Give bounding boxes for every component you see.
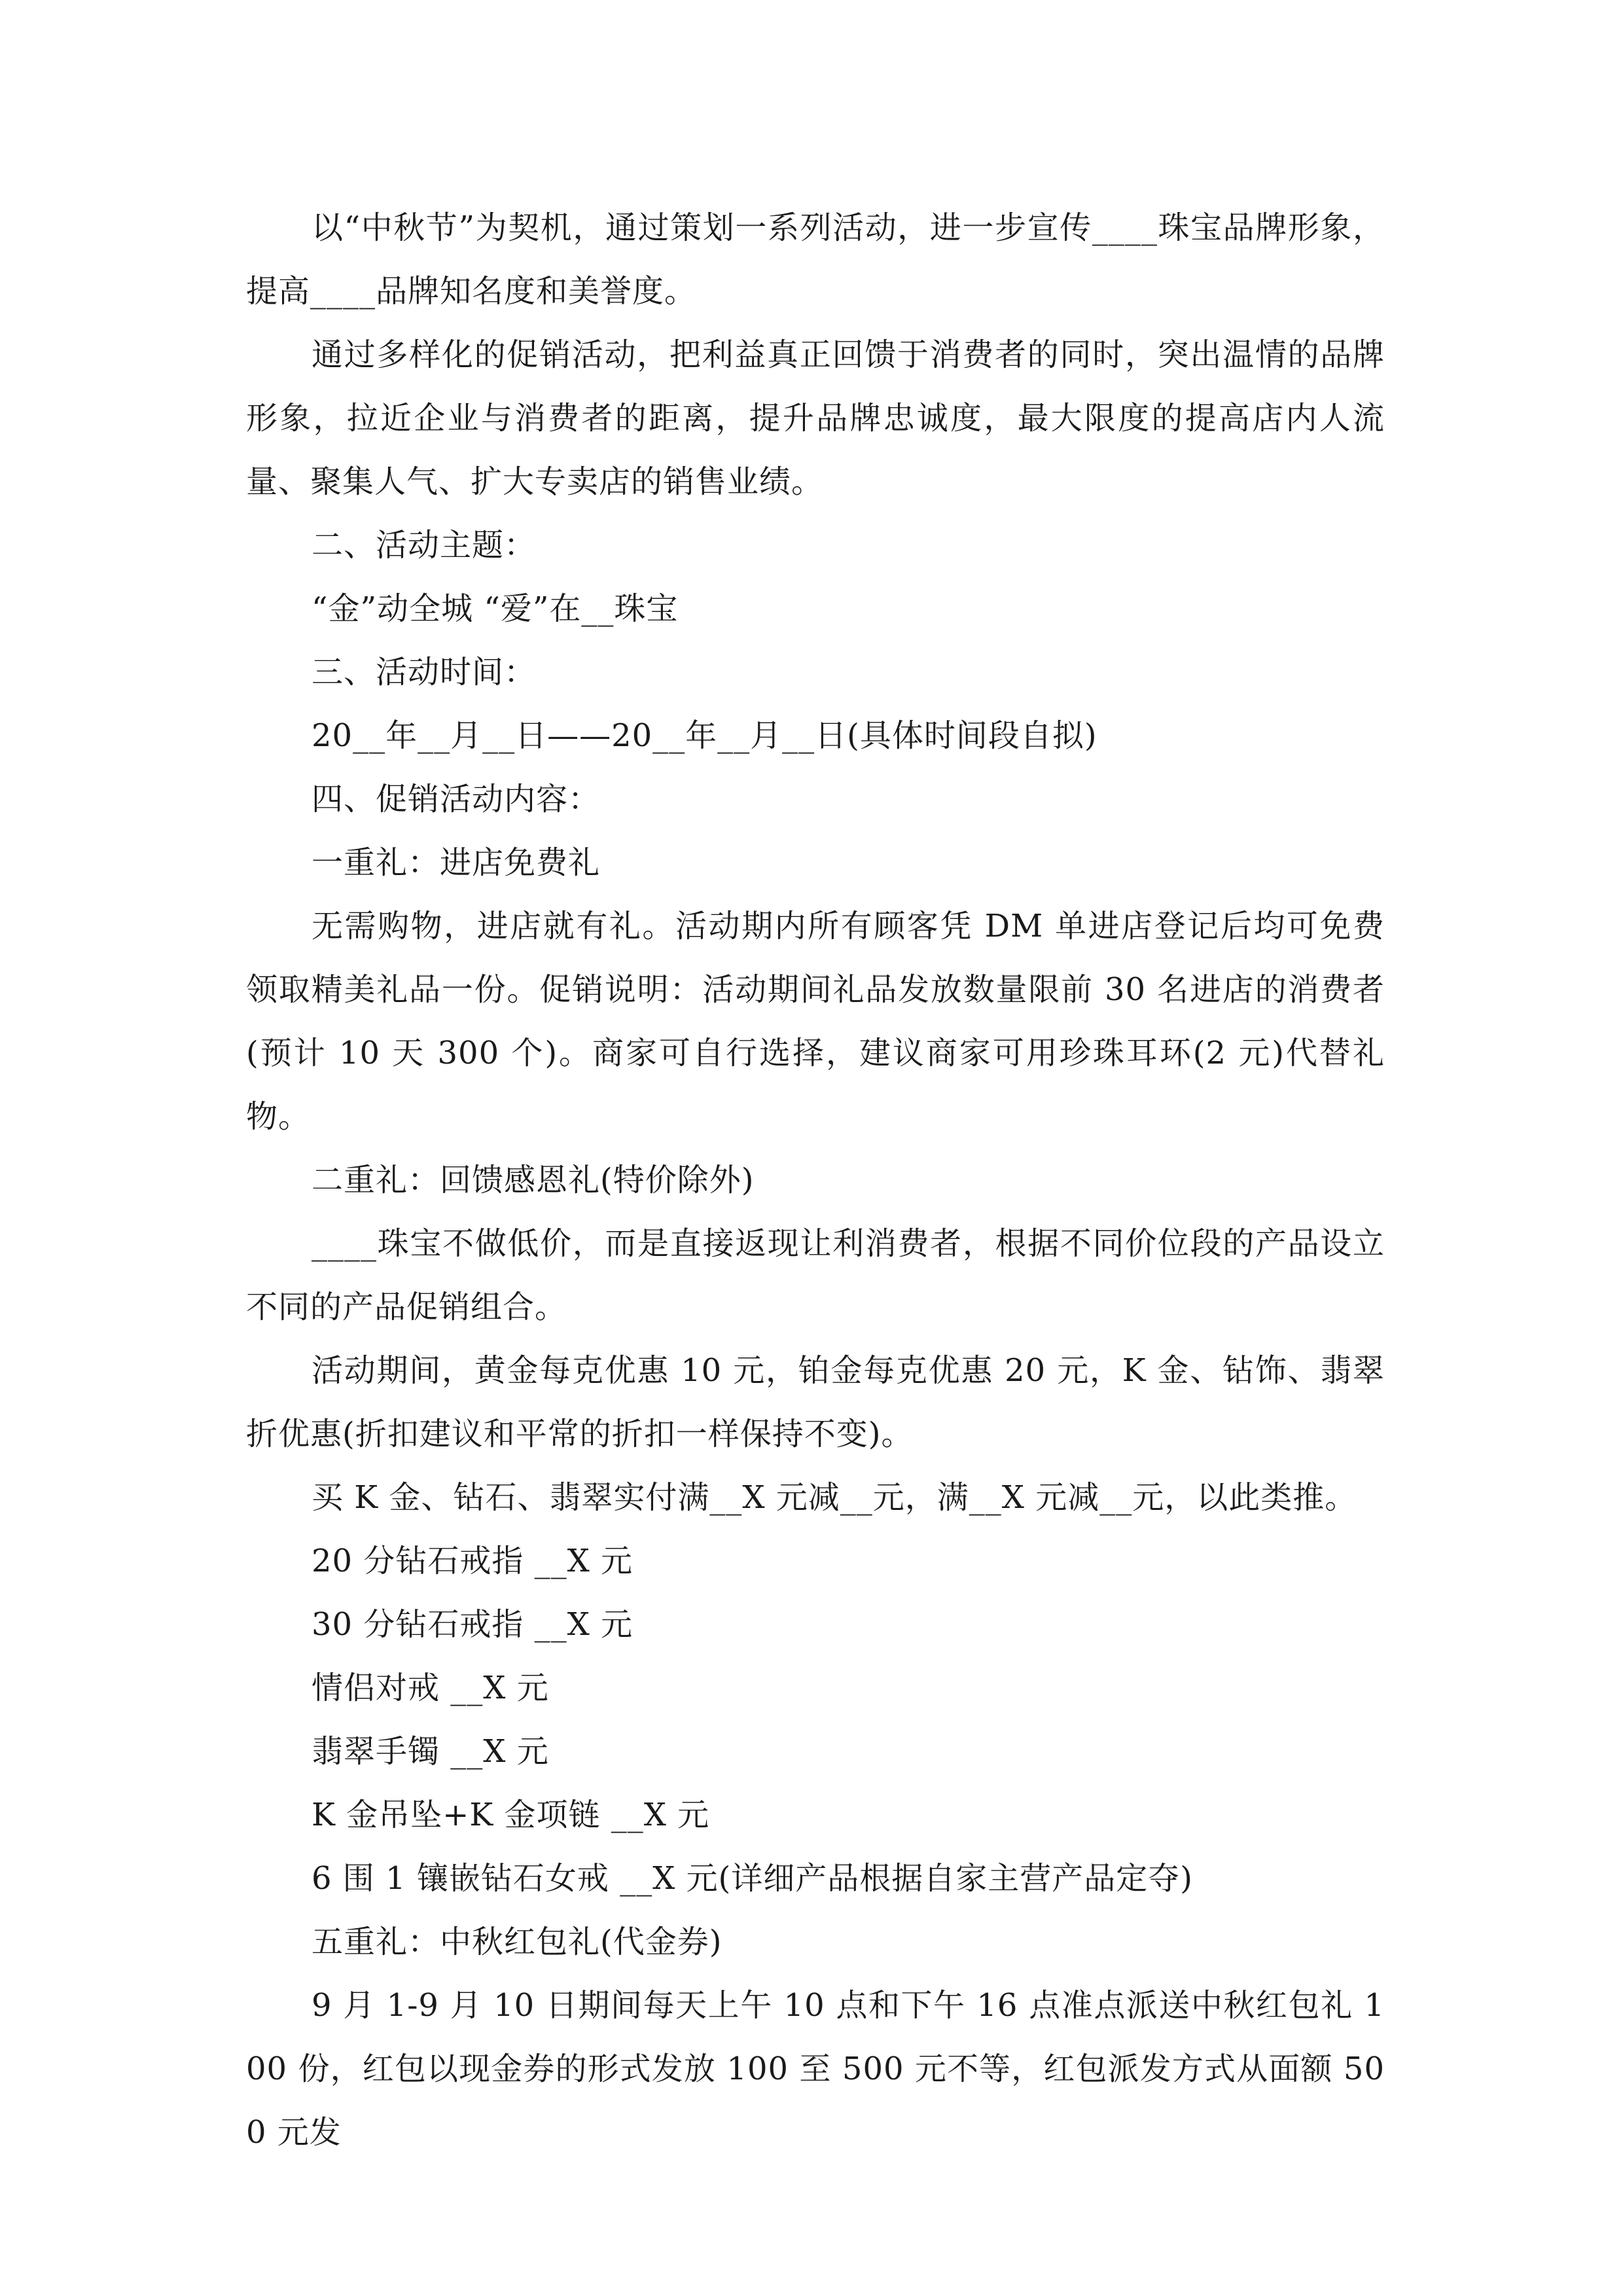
activity-theme-text: “金”动全城 “爱”在__珠宝 [312,590,679,627]
document-body [246,196,1385,2164]
heading-activity-theme: 二、活动主题： [312,527,537,564]
price-item: 翡翠手镯 __X 元 [312,1733,549,1770]
price-item: 30 分钻石戒指 __X 元 [312,1606,633,1643]
paragraph-intro-purpose: 以“中秋节”为契机，通过策划一系列活动，进一步宣传____珠宝品牌形象，提高____品牌知名度和美誉度。 [246,209,1385,310]
price-item: 情侣对戒 __X 元 [312,1670,549,1706]
gift-one-title: 一重礼：进店免费礼 [312,844,601,881]
gift-two-title: 二重礼：回馈感恩礼(特价除外) [312,1162,755,1198]
heading-promotion-content: 四、促销活动内容： [312,781,601,817]
gift-two-discount-rules: 活动期间，黄金每克优惠 10 元，铂金每克优惠 20 元，K 金、钻饰、翡翠折优惠(折扣建议和平常的折扣一样保持不变)。 [246,1352,1385,1452]
gift-five-description: 9 月 1-9 月 10 日期间每天上午 10 点和下午 16 点准点派送中秋红包礼 100 份，红包以现金券的形式发放 100 至 500 元不等，红包派发方式从面额 500 元发 [246,1987,1385,2151]
price-item: 20 分钻石戒指 __X 元 [312,1543,633,1579]
paragraph-intro-goal: 通过多样化的促销活动，把利益真正回馈于消费者的同时，突出温情的品牌形象，拉近企业与消费者的距离，提升品牌忠诚度，最大限度的提高店内人流量、聚集人气、扩大专卖店的销售业绩。 [246,336,1385,500]
gift-five-title: 五重礼：中秋红包礼(代金券) [312,1924,722,1960]
gift-two-description: ____珠宝不做低价，而是直接返现让利消费者，根据不同价位段的产品设立不同的产品促销组合。 [246,1225,1385,1325]
price-item: K 金吊坠+K 金项链 __X 元 [312,1797,710,1833]
gift-one-description: 无需购物，进店就有礼。活动期内所有顾客凭 DM 单进店登记后均可免费领取精美礼品一份。促销说明：活动期间礼品发放数量限前 30 名进店的消费者(预计 10 天 300 个)。商家可自行选择，建议商家可用珍珠耳环(2 元)代替礼物。 [246,908,1385,1135]
gift-two-spend-reduction: 买 K 金、钻石、翡翠实付满__X 元减__元，满__X 元减__元，以此类推。 [312,1479,1357,1516]
heading-activity-time: 三、活动时间： [312,654,537,691]
activity-time-text: 20__年__月__日——20__年__月__日(具体时间段自拟) [312,717,1097,754]
price-item: 6 围 1 镶嵌钻石女戒 __X 元(详细产品根据自家主营产品定夺) [312,1860,1193,1897]
